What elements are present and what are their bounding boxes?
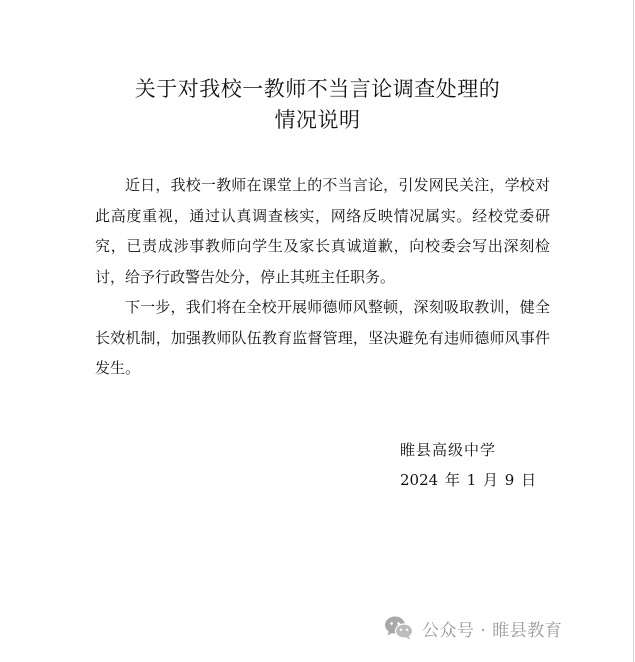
signature-date: 2024 年 1 月 9 日	[400, 471, 537, 489]
signature-organization: 睢县高级中学	[400, 441, 497, 459]
document-body	[95, 170, 550, 384]
title-line-1: 关于对我校一教师不当言论调查处理的	[134, 77, 501, 101]
title-line-2: 情况说明	[274, 108, 361, 132]
paragraph-1: 近日，我校一教师在课堂上的不当言论，引发网民关注，学校对此高度重视，通过认真调查核实，网络反映情况属实。经校党委研究，已责成涉事教师向学生及家长真诚道歉，向校委会写出深刻检讨，给予行政警告处分，停止其班主任职务。	[95, 176, 550, 286]
watermark	[384, 612, 562, 644]
watermark-text: 公众号 · 睢县教育	[422, 620, 563, 641]
paragraph-2: 下一步，我们将在全校开展师德师风整顿，深刻吸取教训，健全长效机制，加强教师队伍教育监督管理，坚决避免有违师德师风事件发生。	[95, 298, 550, 377]
document-title	[0, 74, 635, 136]
wechat-icon	[384, 615, 414, 641]
